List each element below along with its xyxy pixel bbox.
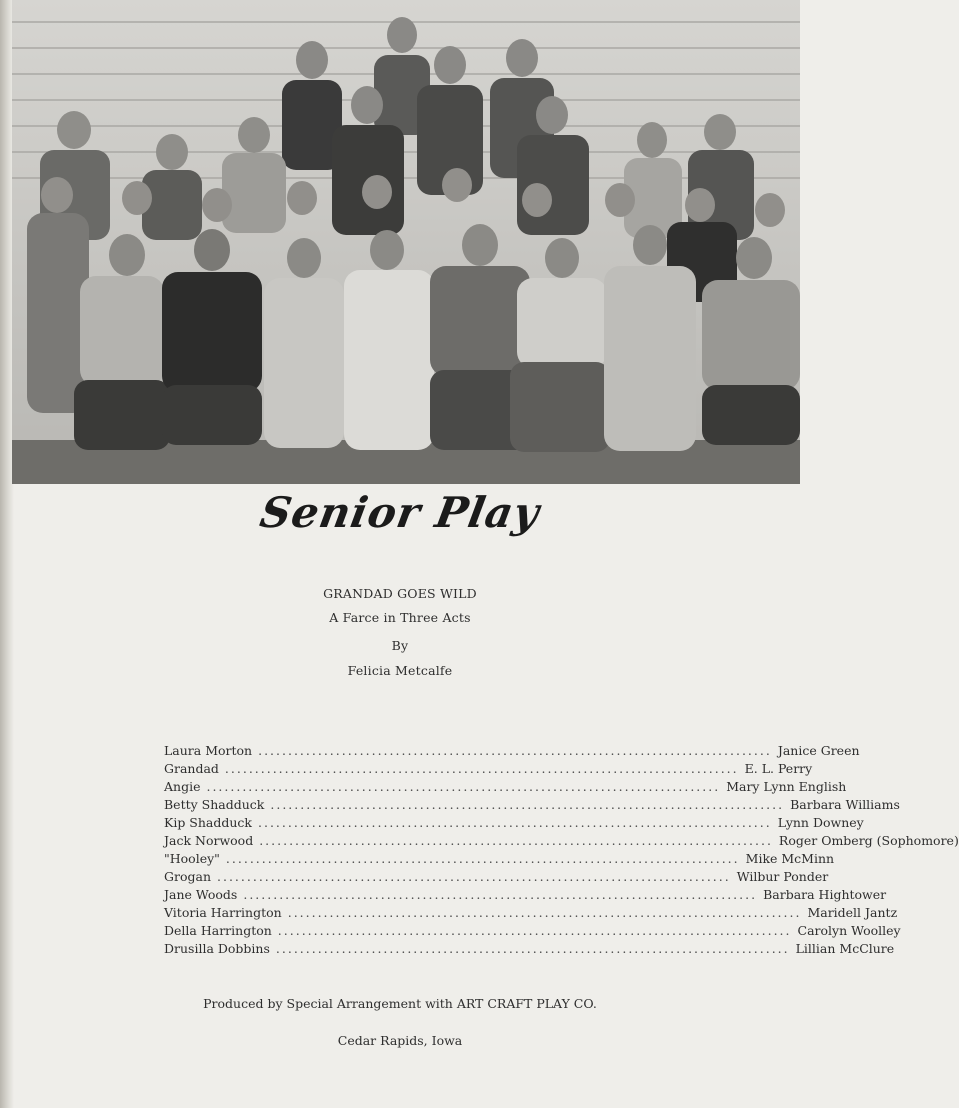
cast-actor: Janice Green xyxy=(777,743,860,758)
cast-list xyxy=(164,743,959,959)
play-subtitle: A Farce in Three Acts xyxy=(329,610,471,625)
cast-actor: Roger Omberg (Sophomore) xyxy=(778,833,959,848)
publisher-location: Cedar Rapids, Iowa xyxy=(337,1033,463,1048)
cast-role: Drusilla Dobbins xyxy=(164,941,270,956)
play-author: Felicia Metcalfe xyxy=(347,663,453,678)
cast-actor: Lynn Downey xyxy=(777,815,864,830)
leader-dots: ...................................................................................... xyxy=(225,851,740,866)
cast-row xyxy=(164,905,898,923)
play-name: GRANDAD GOES WILD xyxy=(323,586,477,601)
production-credit: Produced by Special Arrangement with ART CRAFT PLAY CO. xyxy=(203,996,597,1011)
cast-row xyxy=(164,833,959,851)
leader-dots: ...................................................................................... xyxy=(258,815,772,830)
cast-row xyxy=(164,869,829,887)
cast-row xyxy=(164,815,864,833)
leader-dots: ...................................................................................... xyxy=(277,923,792,938)
cast-row xyxy=(164,743,860,761)
cast-role: "Hooley" xyxy=(164,851,220,866)
cast-role: Jack Norwood xyxy=(164,833,254,848)
cast-role: Laura Morton xyxy=(164,743,253,758)
cast-row xyxy=(164,761,813,779)
leader-dots: ...................................................................................... xyxy=(258,743,772,758)
cast-actor: Barbara Williams xyxy=(790,797,900,812)
cast-row xyxy=(164,779,847,797)
cast-role: Angie xyxy=(164,779,201,794)
page-title: Senior Play xyxy=(256,488,544,537)
cast-actor: Mary Lynn English xyxy=(726,779,847,794)
cast-row xyxy=(164,887,887,905)
cast-row xyxy=(164,797,900,815)
cast-actor: Lillian McClure xyxy=(795,941,895,956)
cast-row xyxy=(164,941,895,959)
leader-dots: ...................................................................................... xyxy=(206,779,721,794)
play-by: By xyxy=(391,638,409,653)
cast-role: Jane Woods xyxy=(164,887,238,902)
cast-role: Grogan xyxy=(164,869,211,884)
cast-actor: Barbara Hightower xyxy=(763,887,887,902)
cast-row xyxy=(164,923,901,941)
cast-actor: Maridell Jantz xyxy=(807,905,898,920)
leader-dots: ...................................................................................... xyxy=(217,869,731,884)
leader-dots: ...................................................................................... xyxy=(275,941,790,956)
cast-actor: Carolyn Woolley xyxy=(797,923,901,938)
cast-role: Kip Shadduck xyxy=(164,815,253,830)
cast-role: Grandad xyxy=(164,761,219,776)
leader-dots: ...................................................................................... xyxy=(243,887,758,902)
cast-row xyxy=(164,851,835,869)
cast-actor: Wilbur Ponder xyxy=(736,869,829,884)
cast-actor: E. L. Perry xyxy=(744,761,813,776)
group-photo xyxy=(12,0,800,484)
leader-dots: ...................................................................................... xyxy=(259,833,773,848)
cast-actor: Mike McMinn xyxy=(745,851,835,866)
leader-dots: ...................................................................................... xyxy=(224,761,739,776)
group-photo-illustration xyxy=(12,0,800,484)
cast-role: Betty Shadduck xyxy=(164,797,265,812)
leader-dots: ...................................................................................... xyxy=(287,905,802,920)
leader-dots: ...................................................................................... xyxy=(270,797,785,812)
cast-role: Vitoria Harrington xyxy=(164,905,282,920)
cast-role: Della Harrington xyxy=(164,923,272,938)
